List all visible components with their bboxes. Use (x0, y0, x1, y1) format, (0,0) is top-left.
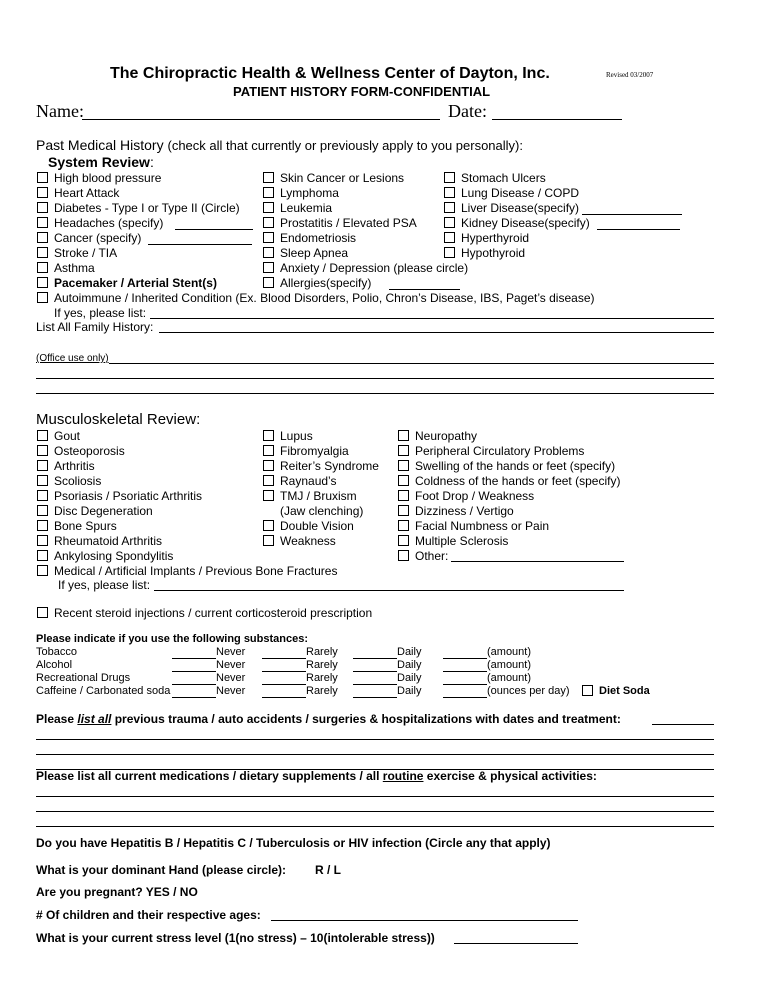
label-kidney-disease: Kidney Disease(specify) (461, 216, 590, 230)
checkbox-dizziness[interactable] (398, 505, 409, 516)
dominant-hand-question: What is your dominant Hand (please circle): (36, 863, 287, 877)
musculoskeletal-title: Musculoskeletal Review (36, 411, 197, 428)
pregnant-question[interactable]: Are you pregnant? YES / NO (36, 885, 198, 899)
substance-rarely-label: Rarely (306, 646, 338, 658)
label-heart-attack: Heart Attack (54, 186, 120, 200)
name-field[interactable] (82, 119, 440, 120)
children-question: # Of children and their respective ages: (36, 908, 261, 922)
checkbox-allergies[interactable] (263, 277, 274, 288)
checkbox-diet-soda[interactable] (582, 685, 593, 696)
substance-rarely-label: Rarely (306, 659, 338, 671)
substance-amount-label: (amount) (487, 646, 532, 658)
revision-date: Revised 03/2007 (606, 71, 654, 79)
checkbox-ankylosing-spondylitis[interactable] (37, 550, 48, 561)
substance-name: Recreational Drugs (36, 672, 131, 684)
checkbox-raynauds[interactable] (263, 475, 274, 486)
musculoskeletal-heading: Musculoskeletal Review: (36, 411, 201, 428)
label-osteoporosis: Osteoporosis (54, 444, 125, 458)
label-stroke: Stroke / TIA (54, 246, 118, 260)
label-asthma: Asthma (54, 261, 95, 275)
substance-never-field[interactable] (172, 684, 216, 685)
label-double-vision: Double Vision (280, 519, 354, 533)
kidney-specify-field[interactable] (597, 229, 680, 230)
checkbox-lupus[interactable] (263, 430, 274, 441)
allergies-specify-field[interactable] (389, 289, 460, 290)
label-fibromyalgia: Fibromyalgia (280, 444, 349, 458)
checkbox-implants[interactable] (37, 565, 48, 576)
label-stomach-ulcers: Stomach Ulcers (461, 171, 546, 185)
checkbox-kidney-disease[interactable] (444, 217, 455, 228)
label-coldness: Coldness of the hands or feet (specify) (415, 474, 621, 488)
label-leukemia: Leukemia (280, 201, 333, 215)
checkbox-facial-numbness[interactable] (398, 520, 409, 531)
msk-if-yes-label: If yes, please list: (58, 578, 151, 592)
checkbox-asthma[interactable] (37, 262, 48, 273)
checkbox-hypothyroid[interactable] (444, 247, 455, 258)
checkbox-pacemaker[interactable] (37, 277, 48, 288)
substance-never-label: Never (216, 659, 246, 671)
label-psoriasis: Psoriasis / Psoriatic Arthritis (54, 489, 203, 503)
checkbox-fibromyalgia[interactable] (263, 445, 274, 456)
substance-never-field[interactable] (172, 658, 216, 659)
substance-daily-field[interactable] (353, 684, 397, 685)
substance-daily-label: Daily (397, 672, 422, 684)
label-gout: Gout (54, 429, 81, 443)
checkbox-bone-spurs[interactable] (37, 520, 48, 531)
dominant-hand-options[interactable]: R / L (315, 863, 341, 877)
label-hypothyroid: Hypothyroid (461, 246, 526, 260)
label-arthritis: Arthritis (54, 459, 95, 473)
label-implants: Medical / Artificial Implants / Previous Bone Fractures (54, 564, 338, 578)
office-use-line-2 (36, 378, 714, 379)
label-endometriosis: Endometriosis (280, 231, 357, 245)
checkbox-cancer[interactable] (37, 232, 48, 243)
substance-daily-field[interactable] (353, 697, 397, 698)
checkbox-endometriosis[interactable] (263, 232, 274, 243)
checkbox-gout[interactable] (37, 430, 48, 441)
substance-amount-field[interactable] (443, 684, 487, 685)
checkbox-tmj[interactable] (263, 490, 274, 501)
date-label: Date: (448, 101, 487, 121)
routine-emphasis: routine (382, 769, 424, 783)
substance-amount-field[interactable] (443, 658, 487, 659)
checkbox-foot-drop[interactable] (398, 490, 409, 501)
office-use-line-1 (109, 363, 714, 364)
other-specify-field[interactable] (451, 561, 624, 562)
substance-amount-label: (amount) (487, 672, 532, 684)
past-medical-instruction: (check all that currently or previously apply to you personally): (167, 138, 523, 153)
label-swelling: Swelling of the hands or feet (specify) (415, 459, 616, 473)
substance-amount-label: (amount) (487, 659, 532, 671)
checkbox-psoriasis[interactable] (37, 490, 48, 501)
form-subtitle: PATIENT HISTORY FORM-CONFIDENTIAL (233, 84, 491, 99)
label-headaches: Headaches (specify) (54, 216, 164, 230)
label-dizziness: Dizziness / Vertigo (415, 504, 514, 518)
stress-question: What is your current stress level (1(no stress) – 10(intolerable stress)) (36, 931, 435, 945)
checkbox-swelling[interactable] (398, 460, 409, 471)
substance-never-label: Never (216, 685, 246, 697)
medications-field-line-3[interactable] (36, 826, 714, 827)
checkbox-hyperthyroid[interactable] (444, 232, 455, 243)
checkbox-weakness[interactable] (263, 535, 274, 546)
label-hyperthyroid: Hyperthyroid (461, 231, 530, 245)
substance-daily-label: Daily (397, 659, 422, 671)
if-yes-label: If yes, please list: (54, 306, 147, 320)
checkbox-peripheral-circulatory[interactable] (398, 445, 409, 456)
substance-amount-label: (ounces per day) (487, 685, 570, 697)
msk-if-yes-field[interactable] (154, 590, 624, 591)
cancer-specify-field[interactable] (148, 244, 252, 245)
substance-daily-label: Daily (397, 646, 422, 658)
checkbox-osteoporosis[interactable] (37, 445, 48, 456)
label-sleep-apnea: Sleep Apnea (280, 246, 349, 260)
trauma-field-line-1[interactable] (652, 724, 714, 725)
substance-never-label: Never (216, 646, 246, 658)
label-liver-disease: Liver Disease(specify) (461, 201, 580, 215)
checkbox-heart-attack[interactable] (37, 187, 48, 198)
list-all-emphasis: list all (77, 712, 112, 726)
label-reiters: Reiter’s Syndrome (280, 459, 379, 473)
checkbox-prostatitis[interactable] (263, 217, 274, 228)
substance-name: Alcohol (36, 659, 73, 671)
checkbox-coldness[interactable] (398, 475, 409, 486)
label-weakness: Weakness (280, 534, 336, 548)
substance-name: Tobacco (36, 646, 77, 658)
label-high-blood-pressure: High blood pressure (54, 171, 162, 185)
substance-rarely-label: Rarely (306, 672, 338, 684)
checkbox-reiters[interactable] (263, 460, 274, 471)
system-review-heading: System Review: (48, 154, 154, 170)
label-prostatitis: Prostatitis / Elevated PSA (280, 216, 417, 230)
substance-daily-field[interactable] (353, 671, 397, 672)
label-bone-spurs: Bone Spurs (54, 519, 117, 533)
medications-field-line-2[interactable] (36, 811, 714, 812)
label-allergies: Allergies(specify) (280, 276, 372, 290)
checkbox-scoliosis[interactable] (37, 475, 48, 486)
substance-daily-field[interactable] (353, 658, 397, 659)
substance-daily-label: Daily (397, 685, 422, 697)
checkbox-stomach-ulcers[interactable] (444, 172, 455, 183)
if-yes-field[interactable] (150, 318, 714, 319)
checkbox-diabetes[interactable] (37, 202, 48, 213)
substance-never-field[interactable] (172, 697, 216, 698)
label-lung-disease: Lung Disease / COPD (461, 186, 580, 200)
checkbox-multiple-sclerosis[interactable] (398, 535, 409, 546)
trauma-field-line-2[interactable] (36, 739, 714, 740)
system-review-title: System Review (48, 154, 150, 170)
checkbox-rheumatoid-arthritis[interactable] (37, 535, 48, 546)
label-anxiety-depression: Anxiety / Depression (please circle) (280, 261, 469, 275)
medications-question: Please list all current medications / dietary supplements / all routine exercise & physical activities: (36, 769, 597, 783)
label-raynauds: Raynaud’s (280, 474, 337, 488)
headaches-specify-field[interactable] (175, 229, 253, 230)
checkbox-skin-cancer[interactable] (263, 172, 274, 183)
substance-amount-field[interactable] (443, 697, 487, 698)
label-lymphoma: Lymphoma (280, 186, 339, 200)
checkbox-neuropathy[interactable] (398, 430, 409, 441)
checkbox-anxiety-depression[interactable] (263, 262, 274, 273)
label-neuropathy: Neuropathy (415, 429, 478, 443)
checkbox-leukemia[interactable] (263, 202, 274, 213)
label-tmj: TMJ / Bruxism (280, 489, 357, 503)
substance-never-field[interactable] (172, 671, 216, 672)
trauma-field-line-3[interactable] (36, 754, 714, 755)
label-steroid: Recent steroid injections / current corticosteroid prescription (54, 606, 373, 620)
substance-never-label: Never (216, 672, 246, 684)
trauma-question: Please list all previous trauma / auto accidents / surgeries & hospitalizations with dates and treatment: (36, 712, 621, 726)
checkbox-lymphoma[interactable] (263, 187, 274, 198)
substance-rarely-field[interactable] (262, 671, 306, 672)
substance-rarely-field[interactable] (262, 697, 306, 698)
label-lupus: Lupus (280, 429, 313, 443)
office-use-label: (Office use only) (36, 353, 109, 364)
label-rheumatoid-arthritis: Rheumatoid Arthritis (54, 534, 163, 548)
checkbox-steroid[interactable] (37, 607, 48, 618)
label-diet-soda: Diet Soda (599, 685, 650, 697)
substance-amount-field[interactable] (443, 671, 487, 672)
past-medical-title: Past Medical History (36, 137, 164, 153)
family-history-label: List All Family History: (36, 320, 154, 334)
checkbox-headaches[interactable] (37, 217, 48, 228)
label-diabetes: Diabetes - Type I or Type II (Circle) (54, 201, 240, 215)
liver-specify-field[interactable] (582, 214, 682, 215)
label-other: Other: (415, 549, 449, 563)
office-use-line-3 (36, 393, 714, 394)
stress-field[interactable] (454, 943, 578, 944)
substance-rarely-label: Rarely (306, 685, 338, 697)
label-disc-degeneration: Disc Degeneration (54, 504, 153, 518)
substance-rarely-field[interactable] (262, 684, 306, 685)
checkbox-lung-disease[interactable] (444, 187, 455, 198)
substances-heading: Please indicate if you use the following substances: (36, 633, 309, 645)
label-peripheral-circulatory: Peripheral Circulatory Problems (415, 444, 585, 458)
label-multiple-sclerosis: Multiple Sclerosis (415, 534, 509, 548)
checkbox-stroke[interactable] (37, 247, 48, 258)
checkbox-high-blood-pressure[interactable] (37, 172, 48, 183)
date-field[interactable] (492, 119, 622, 120)
checkbox-other[interactable] (398, 550, 409, 561)
form-title: The Chiropractic Health & Wellness Center of Dayton, Inc. (110, 65, 550, 82)
hepatitis-question: Do you have Hepatitis B / Hepatitis C / Tuberculosis or HIV infection (Circle any that apply) (36, 836, 551, 850)
past-medical-heading (36, 138, 523, 152)
label-scoliosis: Scoliosis (54, 474, 102, 488)
label-autoimmune: Autoimmune / Inherited Condition (Ex. Blood Disorders, Polio, Chron’s Disease, IBS, Paget’s disease) (54, 291, 595, 305)
checkbox-autoimmune[interactable] (37, 292, 48, 303)
family-history-field[interactable] (159, 332, 714, 333)
medications-field-line-1[interactable] (36, 796, 714, 797)
name-label: Name: (36, 101, 84, 121)
label-cancer: Cancer (specify) (54, 231, 142, 245)
label-pacemaker: Pacemaker / Arterial Stent(s) (54, 276, 217, 290)
children-field[interactable] (271, 920, 578, 921)
substance-name: Caffeine / Carbonated soda (36, 685, 171, 697)
checkbox-sleep-apnea[interactable] (263, 247, 274, 258)
label-facial-numbness: Facial Numbness or Pain (415, 519, 550, 533)
label-jaw-clenching: (Jaw clenching) (280, 504, 364, 518)
checkbox-double-vision[interactable] (263, 520, 274, 531)
checkbox-arthritis[interactable] (37, 460, 48, 471)
substance-rarely-field[interactable] (262, 658, 306, 659)
checkbox-disc-degeneration[interactable] (37, 505, 48, 516)
label-skin-cancer: Skin Cancer or Lesions (280, 171, 405, 185)
label-ankylosing-spondylitis: Ankylosing Spondylitis (54, 549, 174, 563)
checkbox-liver-disease[interactable] (444, 202, 455, 213)
label-foot-drop: Foot Drop / Weakness (415, 489, 535, 503)
